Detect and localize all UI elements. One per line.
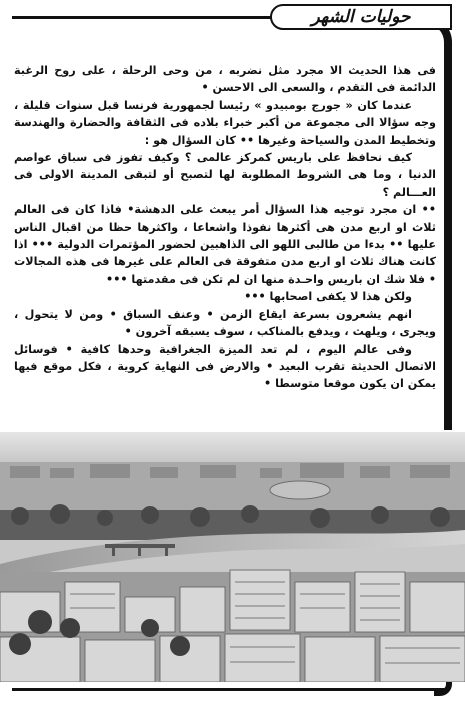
paragraph-3: كيف نحافظ على باريس كمركز عالمى ؟ وكيف تفوز فى سباق عواصم الدنيا ، وما هى الشروط المطلوبة لها لتصبح أو لتبقى المدينة الاولى فى العـــالم ؟ <box>14 151 436 199</box>
footer-rule <box>12 688 444 691</box>
paragraph-4: •• ان مجرد توجيه هذا السؤال أمر يبعث على الدهشة• فاذا كان فى العالم ثلاث او اربع مدن هى أكثرها نفوذا واشعاعا ، واكثرها حظا من اقبال الناس عليها •• بدءا من طالبى اللهو الى الذاهبين لحضور المؤتمرات الدولية ••• اذا كانت هناك ثلاث او اربع مدن متفوقة فى العالم على غيرها فى هذه المجالات • فلا شك ان باريس واحـدة منها ان لم تكن فى مقدمتها ••• <box>14 203 436 286</box>
header-rule <box>12 16 272 19</box>
footer-corner <box>434 682 452 696</box>
paragraph-5: ولكن هذا لا يكفى اصحابها ••• <box>244 290 412 304</box>
paragraph-7: وفى عالم اليوم ، لم تعد الميزة الجغرافية وحدها كافية • فوسائل الاتصال الحديثة تقرب البعيد • والارض فى النهاية كروية ، فكل موقع فيها يمكن ان يكون موقعا متوسطا • <box>14 342 436 391</box>
magazine-logo: حوليات الشهر <box>311 7 411 27</box>
magazine-logo-strip <box>270 4 452 30</box>
paragraph-1: فى هذا الحديث الا مجرد مثل نضربه ، من وحى الرحلة ، على روح الرغبة الدائمة فى التقدم ، والسعى الى الاحسن • <box>14 64 436 95</box>
paragraph-2: عندما كان « جورج بومبيدو » رئيسا لجمهورية فرنسا قبل سنوات قليلة ، وجه سؤالا الى مجموعة من أكبر خبراء بلاده فى الثقافة والحضارة والهندسة وتخطيط المدن والسياحة وغيرها •• كان السؤال هو : <box>14 98 436 147</box>
paris-cityscape-photo <box>0 432 465 682</box>
paragraph-6: انهم يشعرون بسرعة ايقاع الزمن • وعنف السباق • ومن لا يتحول ، ويجرى ، ويلهث ، ويدفع بالمناكب ، سوف يسبقه آخرون • <box>14 307 436 339</box>
frame-right-rule <box>444 48 452 430</box>
article-body <box>14 62 436 393</box>
